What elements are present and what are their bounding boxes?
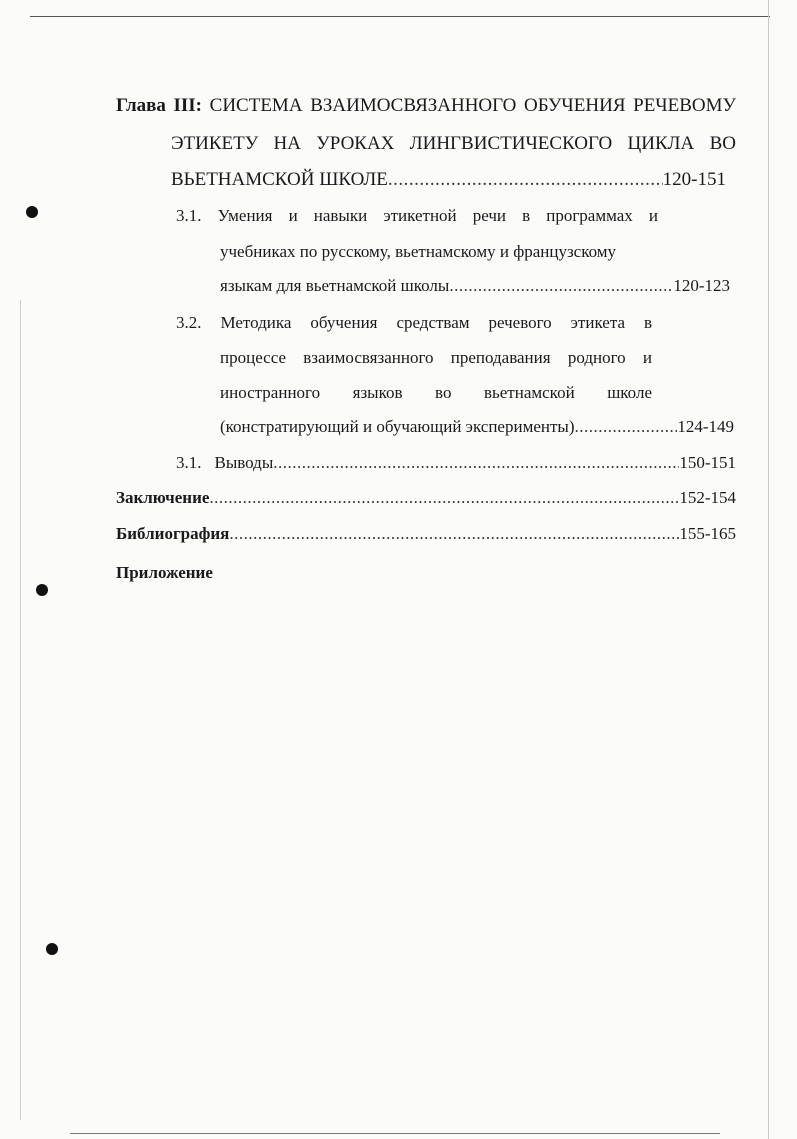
section-number: 3.1. bbox=[176, 453, 202, 472]
toc-section33 bbox=[176, 453, 736, 473]
conclusion-title: Заключение bbox=[116, 488, 210, 507]
scan-binding-edge bbox=[20, 300, 21, 1120]
section-title-part3: иностранного языков во вьетнамской школе bbox=[220, 383, 652, 402]
dot-leader bbox=[273, 453, 679, 473]
toc-chapter3-line3 bbox=[171, 170, 726, 190]
toc-section31-line1 bbox=[176, 206, 658, 226]
chapter-title-part3: ВЬЕТНАМСКОЙ ШКОЛЕ bbox=[171, 169, 388, 190]
page-range: 124-149 bbox=[677, 417, 734, 436]
section-number: 3.2. bbox=[176, 313, 202, 332]
toc-section32-line2 bbox=[220, 348, 652, 368]
section-title-part4: (констратирующий и обучающий эксперименты) bbox=[220, 417, 575, 436]
chapter-title-part1: СИСТЕМА ВЗАИМОСВЯЗАННОГО ОБУЧЕНИЯ РЕЧЕВОМУ bbox=[209, 95, 737, 116]
bibliography-title: Библиография bbox=[116, 524, 230, 543]
toc-chapter3-line2 bbox=[171, 134, 736, 154]
chapter-label: Глава III: bbox=[116, 95, 203, 116]
toc-section31-line2 bbox=[220, 242, 660, 262]
toc-section32-line1 bbox=[176, 313, 652, 333]
dot-leader bbox=[388, 170, 663, 190]
toc-section32-line3 bbox=[220, 383, 652, 403]
punch-hole-mark bbox=[26, 206, 38, 218]
scan-rule-top bbox=[30, 16, 770, 17]
section-title-part1: Умения и навыки этикетной речи в программах и bbox=[217, 206, 658, 225]
scan-rule-bottom bbox=[70, 1133, 720, 1134]
page-range: 152-154 bbox=[679, 488, 736, 507]
punch-hole-mark bbox=[46, 943, 58, 955]
page-range: 150-151 bbox=[679, 453, 736, 472]
dot-leader bbox=[229, 524, 679, 544]
toc-bibliography bbox=[116, 524, 736, 544]
appendix-title: Приложение bbox=[116, 563, 213, 582]
section-number: 3.1. bbox=[176, 206, 202, 225]
toc-appendix bbox=[116, 563, 213, 583]
page-range: 120-123 bbox=[673, 276, 730, 295]
toc-section31-line3 bbox=[220, 276, 730, 296]
section-title-part3: языкам для вьетнамской школы bbox=[220, 276, 450, 295]
dot-leader bbox=[575, 417, 678, 437]
dot-leader bbox=[209, 488, 679, 508]
section-title-part1: Методика обучения средствам речевого этикета в bbox=[220, 313, 653, 332]
section-title: Выводы bbox=[214, 453, 274, 472]
toc-section32-line4 bbox=[220, 417, 734, 437]
page-range: 120-151 bbox=[662, 169, 726, 190]
scan-page-edge bbox=[768, 0, 769, 1139]
dot-leader bbox=[449, 276, 673, 296]
page-range: 155-165 bbox=[679, 524, 736, 543]
punch-hole-mark bbox=[36, 584, 48, 596]
chapter-title-part2: ЭТИКЕТУ НА УРОКАХ ЛИНГВИСТИЧЕСКОГО ЦИКЛА ВО bbox=[171, 133, 736, 154]
section-title-part2: процессе взаимосвязанного преподавания родного и bbox=[220, 348, 652, 367]
section-title-part2: учебниках по русскому, вьетнамскому и французскому bbox=[220, 242, 617, 261]
toc-conclusion bbox=[116, 488, 736, 508]
toc-chapter3-line1 bbox=[116, 96, 736, 116]
